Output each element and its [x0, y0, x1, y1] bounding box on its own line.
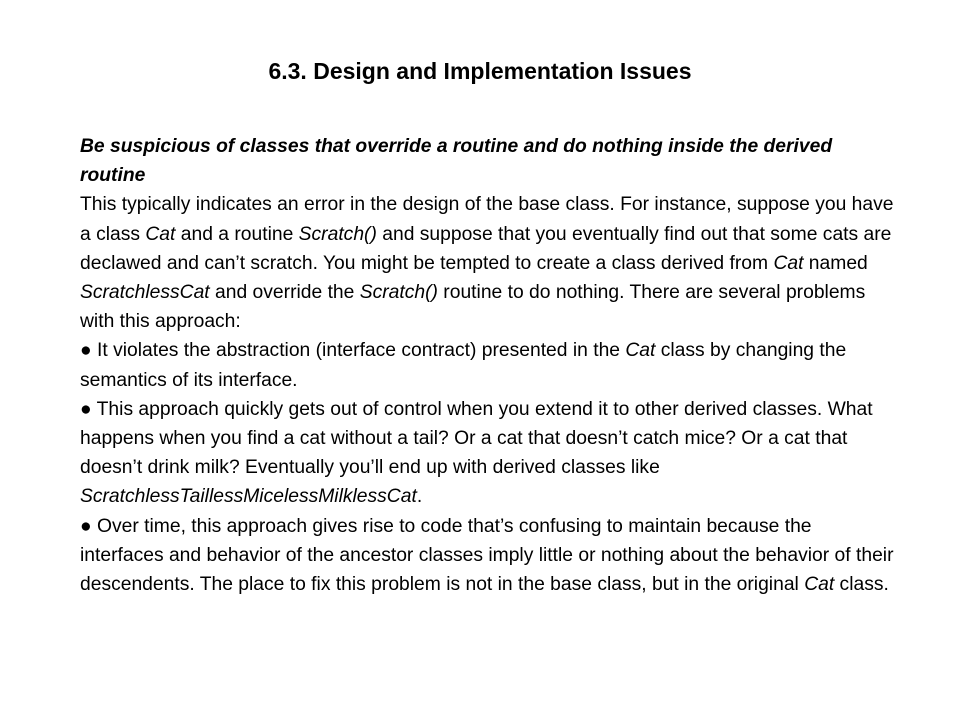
bullet-text: ● Over time, this approach gives rise to code that’s confusing to maintain because the interfaces and behavior of the ancestor classes imply little or nothing about the behavior of their descendents. The place to fix this problem is not in the base class, but in the original — [80, 515, 894, 596]
bullet-class-name: ScratchlessTaillessMicelessMilklessCat — [80, 486, 417, 508]
section-heading: Be suspicious of classes that override a routine and do nothing inside the derived routine — [80, 136, 833, 187]
intro-text: and override the — [209, 282, 360, 304]
bullet-text: class by changing the semantics of its interface. — [80, 340, 847, 391]
intro-routine-name: Scratch() — [298, 223, 377, 245]
slide-title: 6.3. Design and Implementation Issues — [268, 58, 692, 84]
bullet-text: class. — [834, 574, 889, 596]
intro-paragraph — [80, 190, 900, 336]
bullet-class-name: Cat — [804, 574, 835, 596]
bullet-item-1 — [80, 336, 900, 394]
intro-text: and suppose that you eventually find out that some cats are declawed and can’t scratch. You might be tempted to create a class derived from — [80, 223, 892, 274]
intro-class-name: Cat — [773, 252, 804, 274]
bullet-text: ● This approach quickly gets out of control when you extend it to other derived classes. What happens when you find a cat without a tail? Or a cat that doesn’t catch mice? Or a cat that doesn’t drink milk? Eventually you’ll end up with derived classes like — [80, 398, 873, 479]
bullet-item-3 — [80, 512, 900, 600]
intro-text: and a routine — [175, 223, 299, 245]
intro-text: This typically indicates an error in the design of the base class. For instance, suppose you have a class — [80, 194, 894, 245]
intro-text: routine to do nothing. There are several problems with this approach: — [80, 282, 866, 333]
intro-class-name: Cat — [145, 223, 176, 245]
bullet-text: . — [416, 486, 423, 508]
intro-text: named — [803, 252, 868, 274]
intro-derived-class-name: ScratchlessCat — [80, 282, 210, 304]
bullet-class-name: Cat — [625, 340, 656, 362]
intro-routine-name: Scratch() — [359, 282, 438, 304]
slide-body — [80, 132, 900, 599]
bullet-text: ● It violates the abstraction (interface contract) presented in the — [80, 340, 626, 362]
bullet-item-2 — [80, 395, 900, 512]
